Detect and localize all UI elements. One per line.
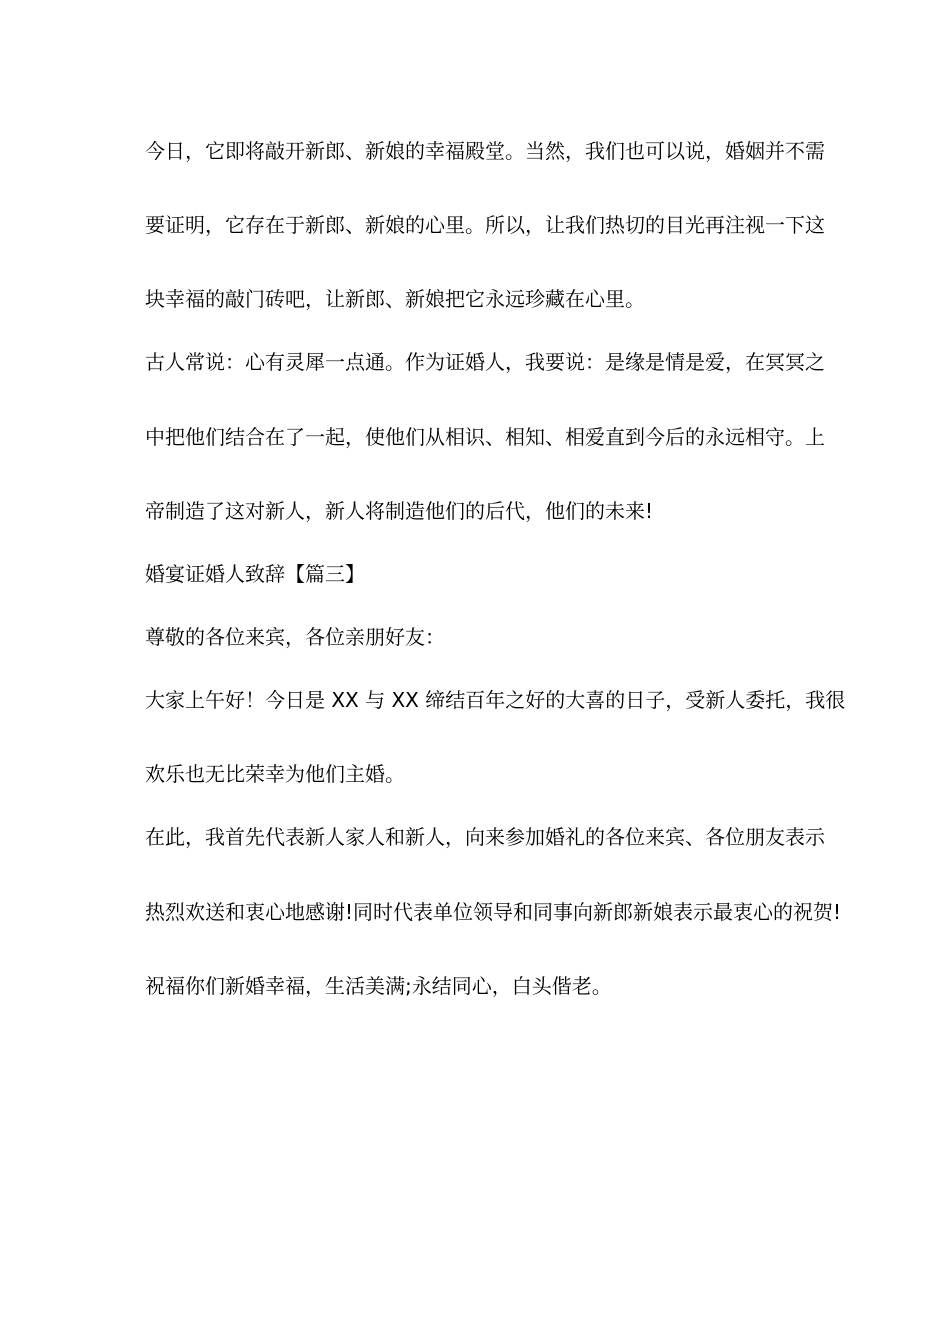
paragraph-line: 中把他们结合在了一起，使他们从相识、相知、相爱直到今后的永远相守。上 [145, 425, 825, 449]
section-heading: 婚宴证婚人致辞【篇三】 [145, 562, 365, 586]
paragraph-line: 欢乐也无比荣幸为他们主婚。 [145, 762, 405, 786]
paragraph-line: 今日，它即将敲开新郎、新娘的幸福殿堂。当然，我们也可以说，婚姻并不需 [145, 139, 825, 163]
paragraph-line: 帝制造了这对新人，新人将制造他们的后代，他们的未来! [145, 499, 654, 523]
paragraph-line: 热烈欢送和衷心地感谢!同时代表单位领导和同事向新郎新娘表示最衷心的祝贺! [145, 900, 842, 924]
paragraph-line: 古人常说：心有灵犀一点通。作为证婚人，我要说：是缘是情是爱，在冥冥之 [145, 350, 825, 374]
paragraph-line: 要证明，它存在于新郎、新娘的心里。所以，让我们热切的目光再注视一下这 [145, 213, 825, 237]
paragraph-line: 在此，我首先代表新人家人和新人，向来参加婚礼的各位来宾、各位朋友表示 [145, 825, 825, 849]
paragraph-line: 祝福你们新婚幸福，生活美满;永结同心，白头偕老。 [145, 974, 612, 998]
paragraph-line: 大家上午好！今日是 XX 与 XX 缔结百年之好的大喜的日子，受新人委托，我很 [145, 688, 846, 712]
paragraph-line: 块幸福的敲门砖吧，让新郎、新娘把它永远珍藏在心里。 [145, 287, 645, 311]
salutation-line: 尊敬的各位来宾，各位亲朋好友： [145, 625, 445, 649]
